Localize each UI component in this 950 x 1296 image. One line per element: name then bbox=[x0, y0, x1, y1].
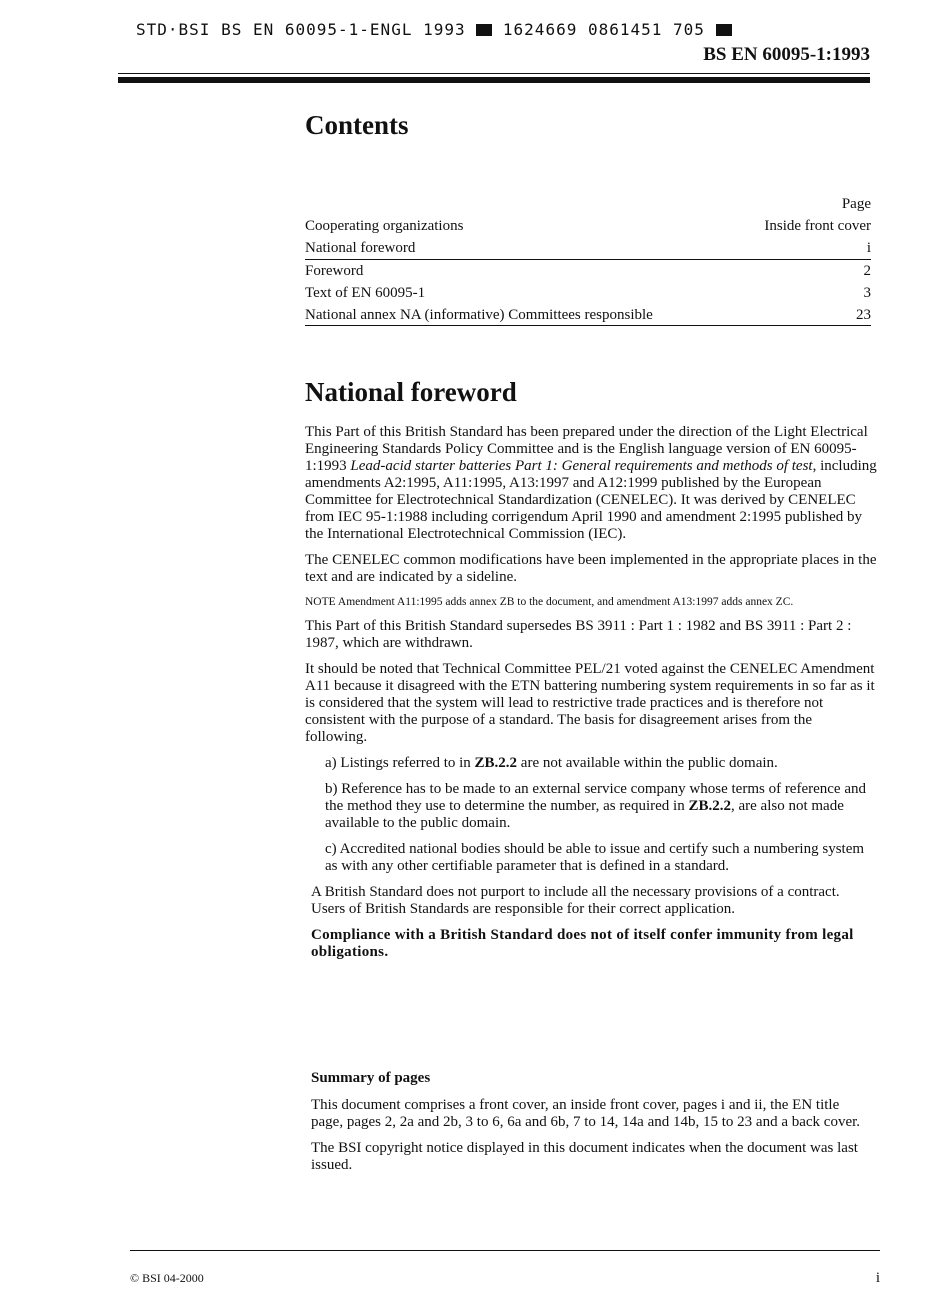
toc-label: National foreword bbox=[305, 240, 416, 256]
contents-page-header: Page bbox=[841, 196, 871, 212]
contents-table bbox=[305, 193, 871, 326]
summary-title: Summary of pages bbox=[311, 1070, 431, 1086]
toc-label: National annex NA (informative) Committees responsible bbox=[305, 307, 653, 323]
summary-paragraph: This document comprises a front cover, an inside front cover, pages i and ii, the EN title page, pages 2, 2a and 2b, 3 to 6, 6a and 6b, 7 to 14, 14a and 14b, 15 to 23 and a back cover. bbox=[311, 1097, 861, 1130]
toc-page: 3 bbox=[863, 285, 871, 301]
list-item-c: c) Accredited national bodies should be able to issue and certify such a numbering system as with any other certifiable parameter that is defined in a standard. bbox=[325, 841, 865, 874]
contents-title: Contents bbox=[305, 110, 409, 140]
title-italic: Lead-acid starter batteries Part 1: General requirements and methods of test bbox=[350, 458, 813, 474]
toc-row[interactable] bbox=[305, 237, 871, 260]
toc-label: Foreword bbox=[305, 263, 364, 279]
foreword-paragraph: The CENELEC common modifications have been implemented in the appropriate places in the text and are indicated by a sideline. bbox=[305, 552, 877, 585]
compliance-statement: Compliance with a British Standard does not of itself confer immunity from legal obligations. bbox=[311, 927, 854, 960]
toc-page: 2 bbox=[863, 263, 871, 279]
scan-block-mark bbox=[476, 24, 492, 36]
clause-ref: ZB.2.2 bbox=[474, 755, 518, 771]
toc-row[interactable] bbox=[305, 260, 871, 282]
note: NOTE Amendment A11:1995 adds annex ZB to the document, and amendment A13:1997 adds annex ZC. bbox=[305, 596, 794, 608]
foreword-body bbox=[305, 424, 877, 970]
summary-section bbox=[311, 1070, 871, 1183]
summary-paragraph: The BSI copyright notice displayed in this document indicates when the document was last issued. bbox=[311, 1140, 858, 1173]
text-run: , including amendments A2:1995, A11:1995, A13:1997 and A12:1999 published by the European Committee for Electrotechnical Standardization (CENELEC). It was derived by CENELEC from IEC 95-1:1988 including corrigendum April 1990 and amendment 2:1995 published by the International Electrotechnical Commission (IEC). bbox=[305, 458, 877, 542]
footer-rule bbox=[130, 1250, 880, 1251]
scan-header-left: STD·BSI BS EN 60095-1-ENGL 1993 bbox=[136, 20, 466, 39]
toc-row[interactable] bbox=[305, 215, 871, 237]
header-rule-thick bbox=[118, 77, 870, 83]
clause-ref: ZB.2.2 bbox=[688, 798, 731, 814]
toc-page: i bbox=[866, 240, 871, 256]
toc-row[interactable] bbox=[305, 282, 871, 304]
text-run: , are also not made available to the public domain. bbox=[325, 798, 844, 831]
foreword-paragraph: This Part of this British Standard supersedes BS 3911 : Part 1 : 1982 and BS 3911 : Part 2 : 1987, which are withdrawn. bbox=[305, 618, 852, 651]
foreword-paragraph: A British Standard does not purport to include all the necessary provisions of a contract. Users of British Standards are responsible for their correct application. bbox=[311, 884, 840, 917]
scan-header bbox=[136, 20, 732, 39]
scan-header-mid: 1624669 0861451 705 bbox=[502, 20, 705, 39]
list-item-a bbox=[325, 755, 877, 772]
text-run: a) Listings referred to in bbox=[325, 755, 475, 771]
foreword-title: National foreword bbox=[305, 377, 517, 407]
toc-label: Text of EN 60095-1 bbox=[305, 285, 426, 301]
foreword-paragraph: It should be noted that Technical Committee PEL/21 voted against the CENELEC Amendment A11 because it disagreed with the ETN battering numbering system requirements in so far as it is considered that the system will lead to restrictive trade practices and is therefore not consistent with the purpose of a standard. The basis for disagreement arises from the following. bbox=[305, 661, 875, 745]
document-id: BS EN 60095-1:1993 bbox=[703, 44, 870, 65]
toc-page: 23 bbox=[856, 307, 871, 323]
text-run: are not available within the public domain. bbox=[517, 755, 778, 771]
contents-bottom-rule bbox=[305, 325, 871, 326]
toc-row[interactable] bbox=[305, 304, 871, 326]
scan-block-mark bbox=[716, 24, 732, 36]
footer-page-number: i bbox=[875, 1270, 880, 1286]
text-run: b) Reference has to be made to an external service company whose terms of reference and the method they use to determine the number, as required in bbox=[325, 781, 866, 814]
toc-label: Cooperating organizations bbox=[305, 218, 464, 234]
footer-copyright: © BSI 04-2000 bbox=[130, 1271, 204, 1285]
toc-page: Inside front cover bbox=[764, 218, 871, 234]
foreword-paragraph bbox=[305, 424, 877, 543]
text-run: This Part of this British Standard has been prepared under the direction of the Light Electrical Engineering Standards Policy Committee and is the English language version of EN 60095-1:1993 bbox=[305, 424, 868, 474]
header-rule-thin bbox=[118, 73, 870, 74]
list-item-b bbox=[325, 781, 877, 832]
